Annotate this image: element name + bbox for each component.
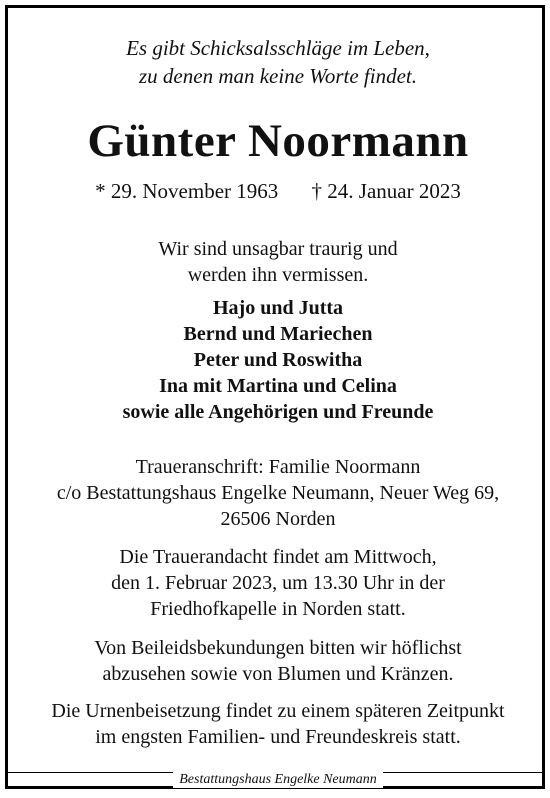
mourner-entry: Peter und Roswitha (193, 349, 363, 371)
sentiment-line: Wir sind unsagbar traurig und (158, 238, 398, 260)
obituary-notice (5, 5, 545, 789)
service-line: Die Trauerandacht findet am Mittwoch, (119, 546, 437, 568)
service-line: Friedhofkapelle in Norden statt. (150, 598, 406, 620)
condolence-line: Von Beileidsbekundungen bitten wir höflichst (94, 637, 462, 659)
birth-date: * 29. November 1963 (95, 179, 279, 203)
address-line: 26506 Norden (220, 508, 336, 530)
deceased-name: Günter Noormann (87, 115, 469, 167)
mourner-entry: Hajo und Jutta (212, 297, 344, 319)
mourner-entry: Bernd und Mariechen (183, 323, 373, 345)
mourner-entry: Ina mit Martina und Celina (159, 375, 397, 397)
address-line: c/o Bestattungshaus Engelke Neumann, Neuer Weg 69, (56, 482, 500, 504)
death-date: † 24. Januar 2023 (311, 179, 461, 203)
funeral-home-name: Bestattungshaus Engelke Neumann (173, 772, 383, 788)
mourners-list (8, 295, 548, 425)
burial-note (8, 698, 548, 750)
sentiment-text (8, 236, 548, 288)
opening-quote (8, 34, 548, 90)
mourner-entry: sowie alle Angehörigen und Freunde (122, 401, 434, 423)
quote-line: Es gibt Schicksalsschläge im Leben, (126, 36, 430, 60)
condolence-line: abzusehen sowie von Blumen und Kränzen. (102, 663, 454, 685)
service-line: den 1. Februar 2023, um 13.30 Uhr in der (111, 572, 445, 594)
burial-line: im engsten Familien- und Freundeskreis statt. (95, 726, 461, 748)
service-info (8, 544, 548, 622)
sentiment-line: werden ihn vermissen. (187, 264, 369, 286)
burial-line: Die Urnenbeisetzung findet zu einem späteren Zeitpunkt (51, 700, 505, 722)
life-dates (8, 178, 548, 204)
mourning-address (8, 454, 548, 532)
quote-line: zu denen man keine Worte findet. (139, 64, 417, 88)
condolence-note (8, 635, 548, 687)
address-line: Traueranschrift: Familie Noormann (135, 456, 421, 478)
